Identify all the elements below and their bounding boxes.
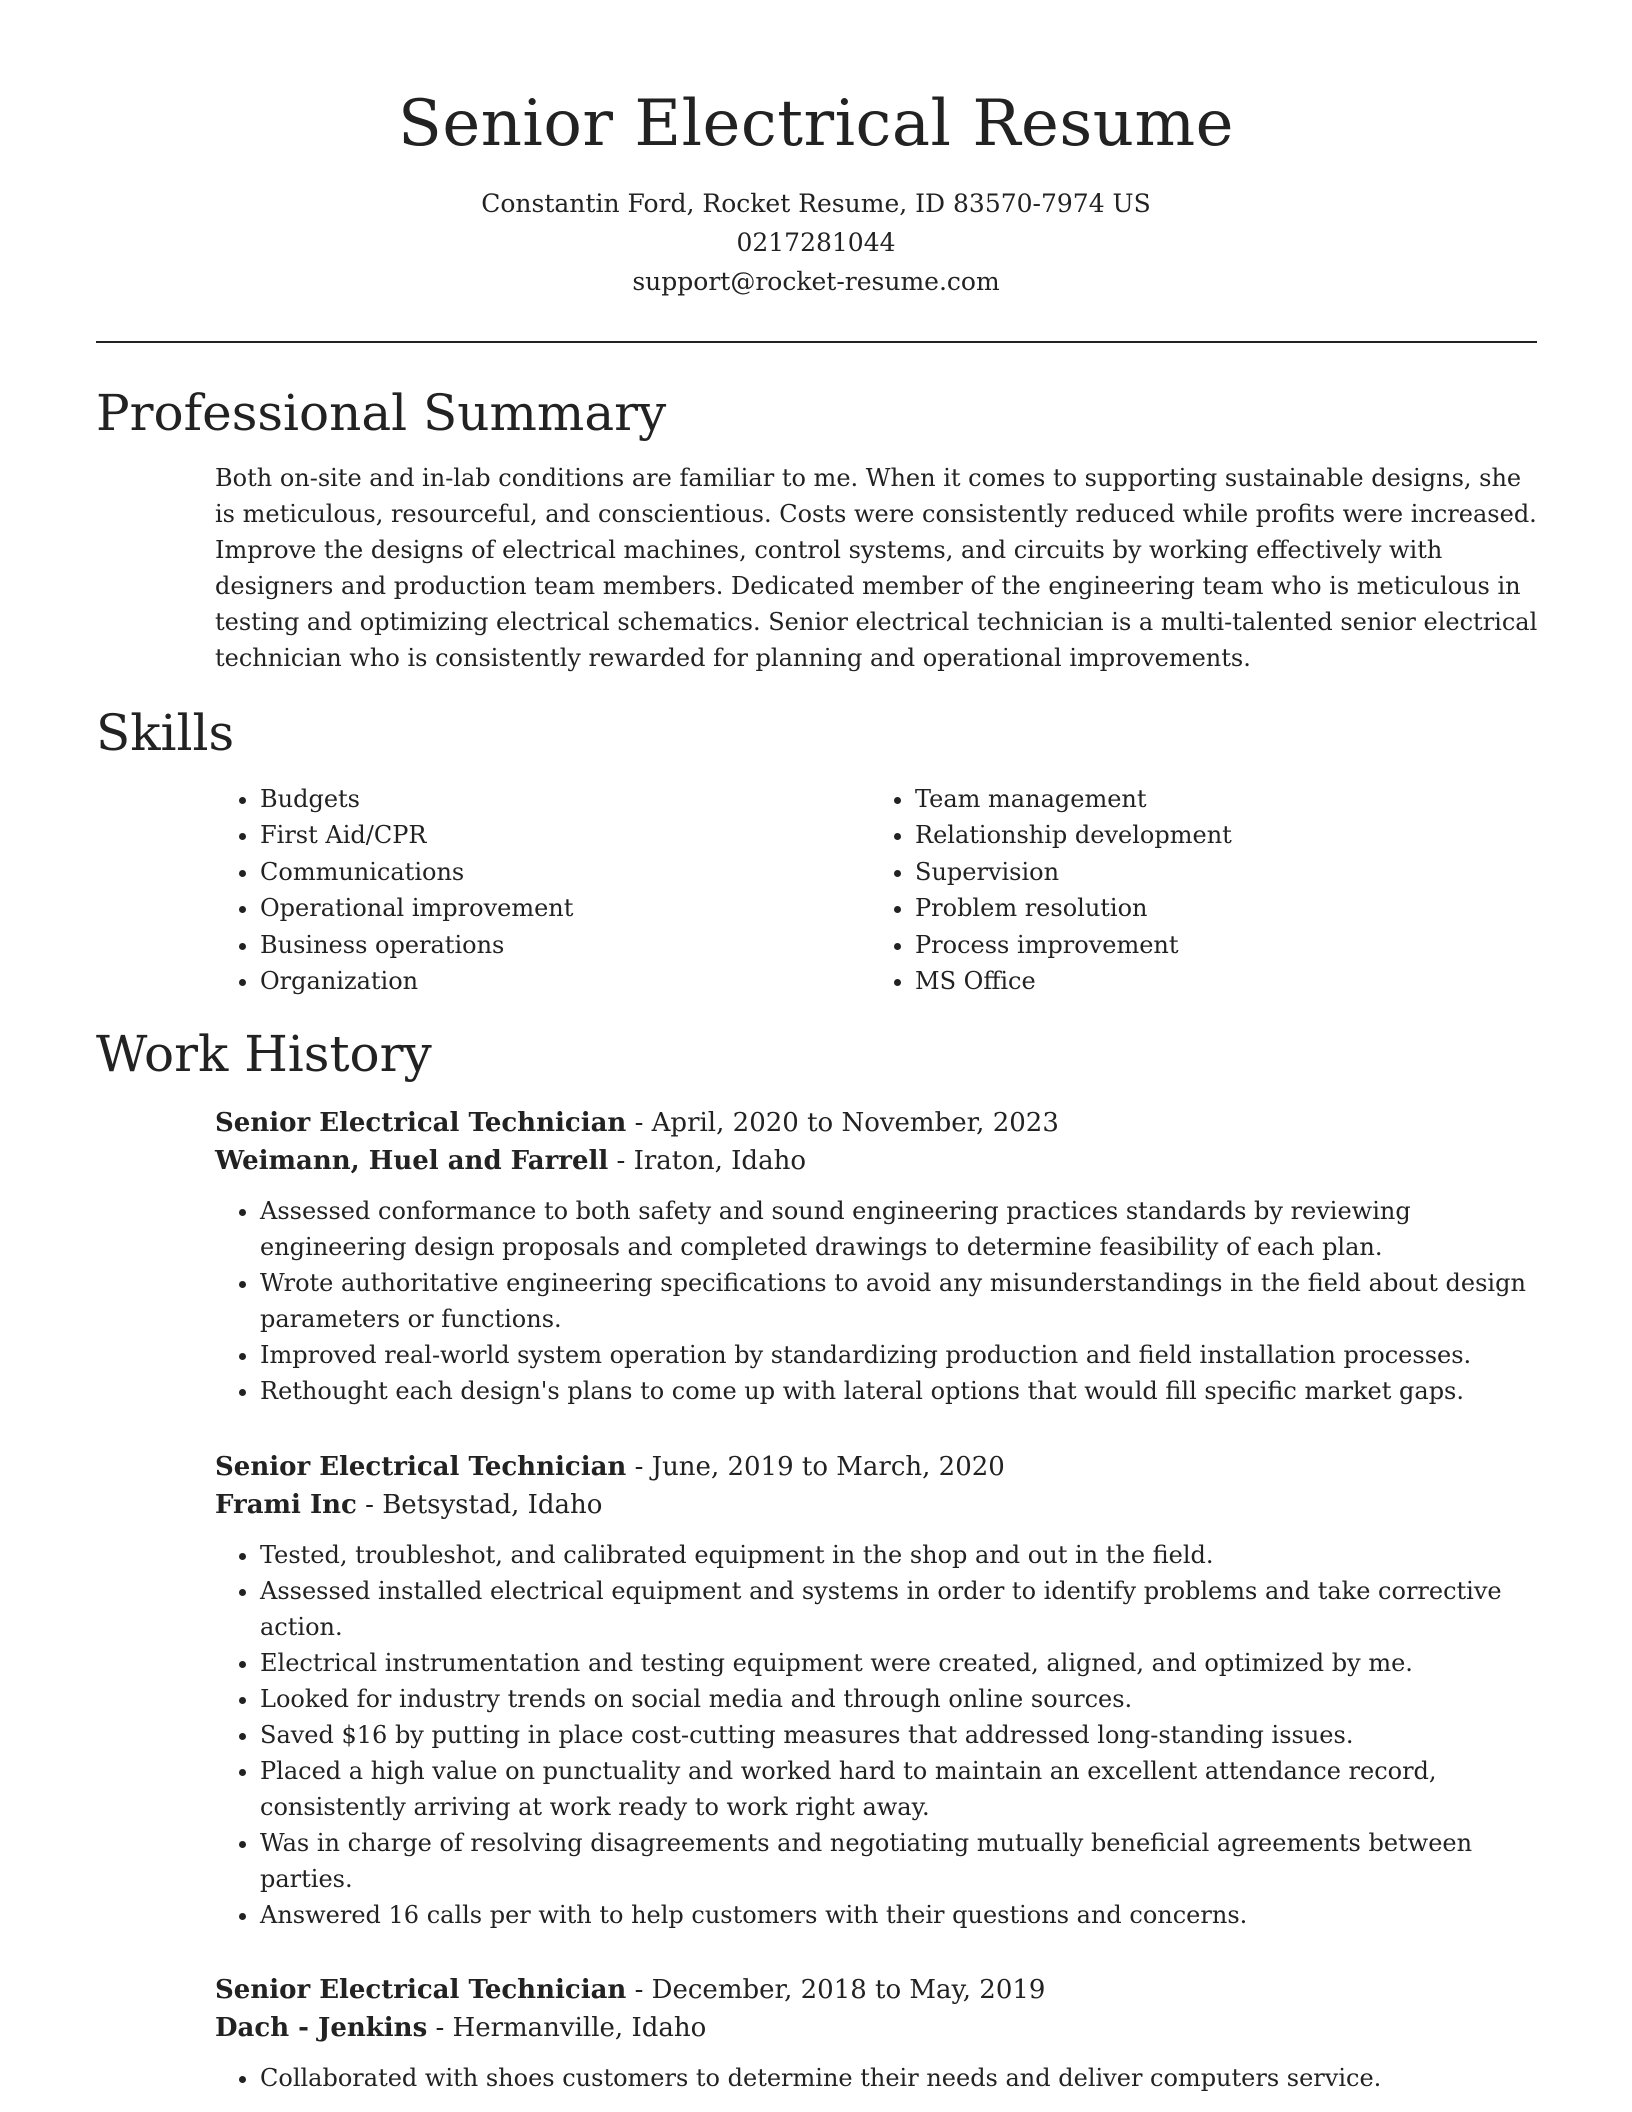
skill-item: • Team management <box>915 781 1520 817</box>
job-bullet: • Collaborated with shoes customers to determine their needs and deliver computers service. <box>260 2060 1540 2096</box>
job-location: - Betsystad, Idaho <box>356 1490 603 1520</box>
job-title-line <box>215 1971 1540 2009</box>
skill-item: • Process improvement <box>915 927 1520 963</box>
job-bullet: • Electrical instrumentation and testing equipment were created, aligned, and optimized by me. <box>260 1645 1540 1681</box>
work-history-heading: Work History <box>96 1025 432 1083</box>
job-bullets <box>215 1537 1540 1933</box>
skill-item: • Relationship development <box>915 817 1520 853</box>
job-dates: - April, 2020 to November, 2023 <box>626 1108 1059 1138</box>
skills-column-right <box>870 781 1520 999</box>
contact-phone: 0217281044 <box>736 228 896 257</box>
skill-item: • Communications <box>260 854 865 890</box>
skill-item: • MS Office <box>915 963 1520 999</box>
resume-title: Senior Electrical Resume <box>397 87 1235 161</box>
summary-heading: Professional Summary <box>96 384 667 442</box>
job-bullet: • Saved $16 by putting in place cost-cutting measures that addressed long-standing issues. <box>260 1717 1540 1753</box>
job-role: Senior Electrical Technician <box>215 1452 627 1482</box>
job-entry <box>215 1104 1540 1409</box>
job-company-line <box>215 1142 1540 1180</box>
job-bullets <box>215 1193 1540 1409</box>
skills-list <box>215 781 1540 999</box>
skill-item: • Operational improvement <box>260 890 865 926</box>
job-dates: - June, 2019 to March, 2020 <box>626 1452 1005 1482</box>
job-company: Frami Inc <box>215 1490 357 1520</box>
job-company: Dach - Jenkins <box>215 2013 428 2043</box>
header-divider <box>96 341 1537 343</box>
job-title-line <box>215 1448 1540 1486</box>
resume-header <box>0 82 1632 301</box>
job-bullet: • Rethought each design's plans to come up with lateral options that would fill specific market gaps. <box>260 1373 1540 1409</box>
job-bullet: • Wrote authoritative engineering specifications to avoid any misunderstandings in the field about design parameters or functions. <box>260 1265 1540 1337</box>
skill-item: • Problem resolution <box>915 890 1520 926</box>
job-company-line <box>215 1486 1540 1524</box>
job-company: Weimann, Huel and Farrell <box>215 1146 609 1176</box>
skill-item: • Organization <box>260 963 865 999</box>
job-bullet: • Assessed installed electrical equipment and systems in order to identify problems and take corrective action. <box>260 1573 1540 1645</box>
skill-item: • First Aid/CPR <box>260 817 865 853</box>
skill-item: • Business operations <box>260 927 865 963</box>
job-bullet: • Was in charge of resolving disagreements and negotiating mutually beneficial agreements between parties. <box>260 1825 1540 1897</box>
job-bullet: • Improved real-world system operation by standardizing production and field installation processes. <box>260 1337 1540 1373</box>
skills-column-left <box>215 781 865 999</box>
skills-heading: Skills <box>96 704 235 762</box>
job-entry <box>215 1971 1540 2096</box>
job-bullet: • Placed a high value on punctuality and worked hard to maintain an excellent attendance record, consistently arriving at work ready to work right away. <box>260 1753 1540 1825</box>
job-entry <box>215 1448 1540 1933</box>
job-bullet: • Tested, troubleshot, and calibrated equipment in the shop and out in the field. <box>260 1537 1540 1573</box>
contact-address: Constantin Ford, Rocket Resume, ID 83570-7974 US <box>481 189 1151 218</box>
job-location: - Iraton, Idaho <box>608 1146 806 1176</box>
job-dates: - December, 2018 to May, 2019 <box>626 1975 1046 2005</box>
skill-item: • Supervision <box>915 854 1520 890</box>
job-bullet: • Assessed conformance to both safety and sound engineering practices standards by reviewing engineering design proposals and completed drawings to determine feasibility of each plan. <box>260 1193 1540 1265</box>
job-bullet: • Looked for industry trends on social media and through online sources. <box>260 1681 1540 1717</box>
job-bullets <box>215 2060 1540 2096</box>
job-company-line <box>215 2009 1540 2047</box>
job-location: - Hermanville, Idaho <box>427 2013 707 2043</box>
job-bullet: • Answered 16 calls per with to help customers with their questions and concerns. <box>260 1897 1540 1933</box>
contact-email: support@rocket-resume.com <box>632 267 1000 296</box>
summary-text: Both on-site and in-lab conditions are familiar to me. When it comes to supporting sustainable designs, she is meticulous, resourceful, and conscientious. Costs were consistently reduced while profits were increased. Improve the designs of electrical machines, control systems, and circuits by working effectively with designers and production team members. Dedicated member of the engineering team who is meticulous in testing and optimizing electrical schematics. Senior electrical technician is a multi-talented senior electrical technician who is consistently rewarded for planning and operational improvements. <box>215 464 1538 672</box>
job-role: Senior Electrical Technician <box>215 1108 627 1138</box>
job-title-line <box>215 1104 1540 1142</box>
contact-info <box>0 184 1632 301</box>
skill-item: • Budgets <box>260 781 865 817</box>
job-role: Senior Electrical Technician <box>215 1975 627 2005</box>
